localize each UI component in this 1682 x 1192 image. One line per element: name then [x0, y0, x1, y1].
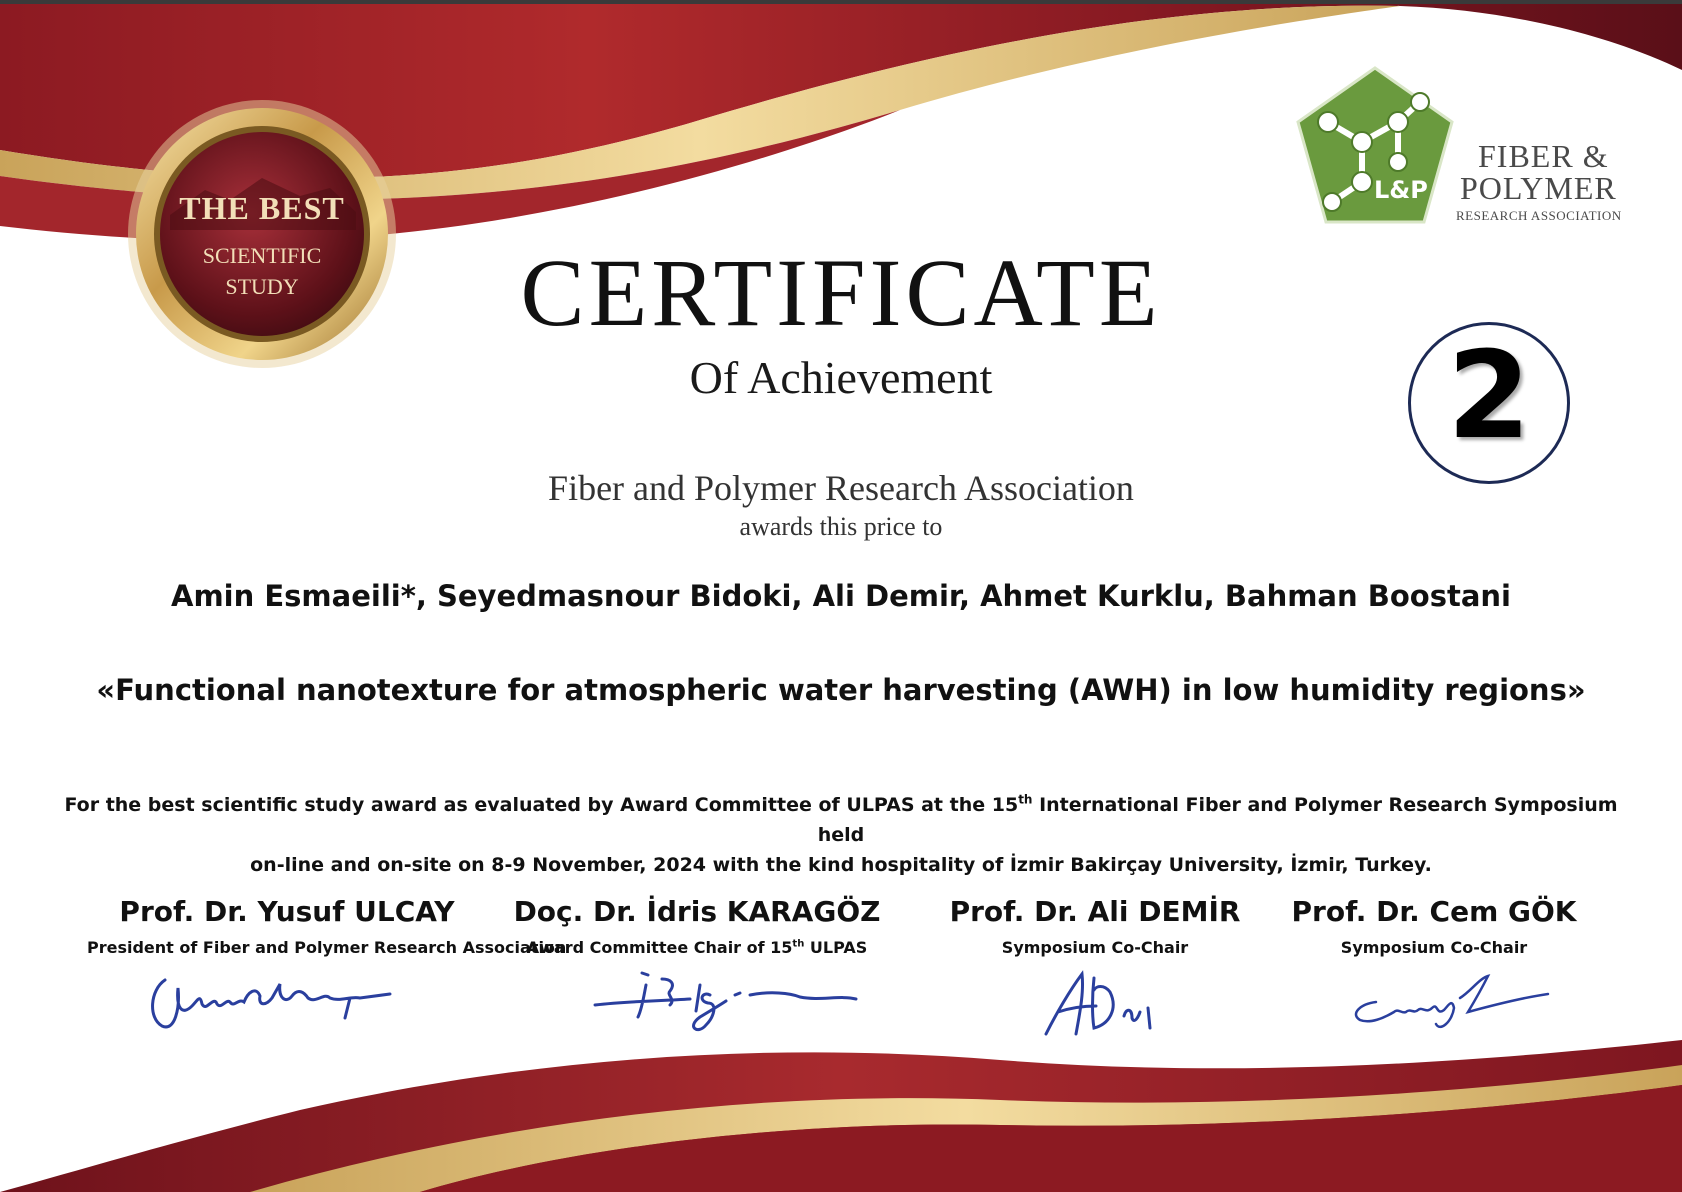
- signatory-2: [497, 895, 897, 957]
- certificate-title: CERTIFICATE: [520, 239, 1162, 346]
- seal-line-2: SCIENTIFIC: [202, 243, 322, 268]
- seal-line-3: STUDY: [225, 274, 299, 299]
- signature-4: [1340, 968, 1550, 1040]
- rank-badge: [1408, 322, 1570, 484]
- seal-line-1: THE BEST: [179, 190, 345, 226]
- signatory-name: Doç. Dr. İdris KARAGÖZ: [513, 895, 881, 928]
- association-name: Fiber and Polymer Research Association: [548, 468, 1134, 508]
- signatory-role: Symposium Co-Chair: [1001, 938, 1189, 957]
- description-line-1: For the best scientific study award as evaluated by Award Committee of ULPAS at the 15th International Fiber and Polymer Research Symposium held: [64, 792, 1618, 846]
- signatory-role: Symposium Co-Chair: [1340, 938, 1528, 957]
- logo-line-1: FIBER &: [1478, 138, 1609, 174]
- rank-number: 2: [1447, 327, 1531, 466]
- award-description: [60, 790, 1622, 880]
- description-line-2: on-line and on-site on 8-9 November, 2024 with the kind hospitality of İzmir Bakirçay University, İzmir, Turkey.: [250, 854, 1432, 876]
- signatory-name: Prof. Dr. Ali DEMİR: [949, 895, 1241, 928]
- molecule-pentagon-icon: [1290, 62, 1460, 232]
- signature-2: [590, 965, 860, 1045]
- logo-line-3: RESEARCH ASSOCIATION: [1456, 208, 1622, 223]
- authors: Amin Esmaeili*, Seyedmasnour Bidoki, Ali Demir, Ahmet Kurklu, Bahman Boostani: [171, 579, 1511, 613]
- certificate-subtitle: Of Achievement: [689, 352, 993, 403]
- awards-line: awards this price to: [739, 512, 943, 541]
- signatory-role: President of Fiber and Polymer Research Association: [87, 938, 567, 957]
- signature-3: [1040, 968, 1170, 1040]
- signatory-name: Prof. Dr. Yusuf ULCAY: [119, 895, 455, 928]
- logo-line-2: POLYMER: [1460, 170, 1617, 206]
- signatory-role: Award Committee Chair of 15th ULPAS: [526, 938, 868, 957]
- logo-mark: L&P: [1374, 176, 1428, 204]
- signatory-4: [1234, 895, 1634, 957]
- signature-1: [140, 968, 410, 1038]
- signatory-1: [87, 895, 567, 957]
- study-title: «Functional nanotexture for atmospheric water harvesting (AWH) in low humidity regions»: [96, 673, 1586, 707]
- signatory-name: Prof. Dr. Cem GÖK: [1291, 895, 1577, 928]
